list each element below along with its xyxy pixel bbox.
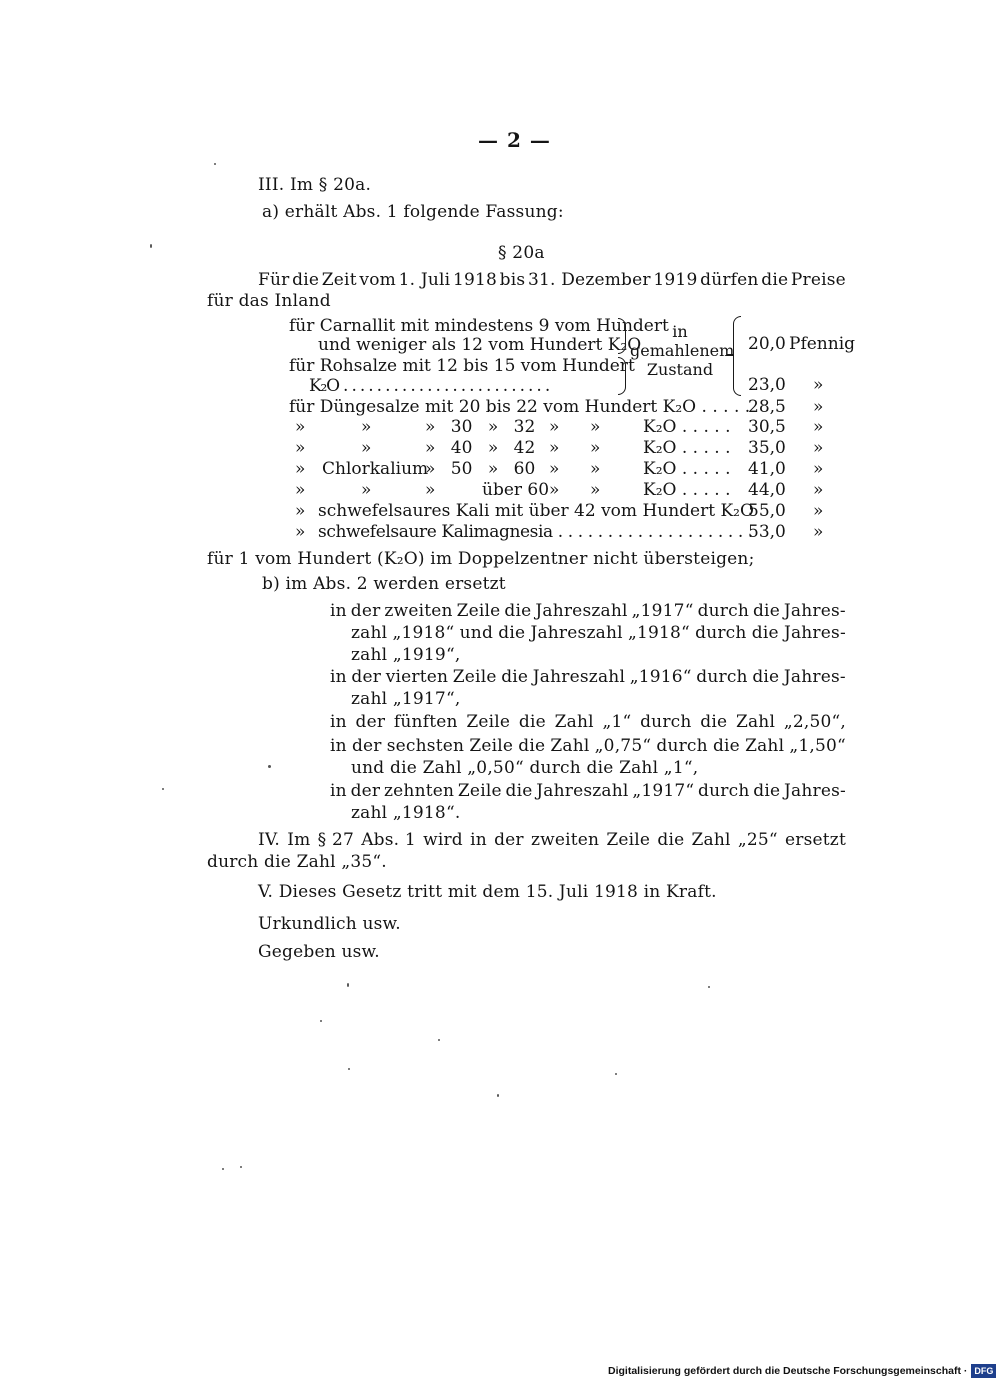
b-line-word: die [505, 781, 533, 801]
price-1: 20,0 [748, 334, 786, 354]
scan-speck [438, 1039, 440, 1041]
intro-word: Für [258, 270, 290, 290]
paragraph-heading: § 20a [498, 243, 545, 263]
b-line-word: die [501, 667, 529, 687]
scan-speck [708, 986, 710, 988]
b-line-word: durch [697, 601, 749, 621]
section-iv-word: der [494, 830, 524, 850]
price-value: 53,0 [748, 522, 786, 542]
ditto-mark: » [361, 438, 372, 458]
b-line-word: durch [696, 667, 748, 687]
scan-speck [615, 1073, 617, 1075]
b-line-word: Jahres- [783, 601, 846, 621]
intro-word: vom [359, 270, 396, 290]
b-line-word: „1“ [602, 712, 632, 732]
section-iv-word: IV. [258, 830, 281, 850]
intro-word: die [292, 270, 320, 290]
b-line-word: Zeile [456, 601, 501, 621]
b-line-word: die [700, 712, 728, 732]
b-line-word: zweiten [384, 601, 453, 621]
section-iv-word: die [657, 830, 685, 850]
b-line-5: zahl „1917“, [351, 689, 461, 709]
ditto-mark: » [813, 480, 824, 500]
digitization-footer [608, 1364, 996, 1378]
price-value: 55,0 [748, 501, 786, 521]
b-line-9 [330, 781, 846, 801]
b-line-word: die [753, 781, 781, 801]
range-text: über 60 [482, 480, 550, 500]
section-iv-word: Abs. 1 [361, 830, 416, 850]
scan-speck [162, 788, 164, 790]
urkundlich-line: Urkundlich usw. [258, 914, 401, 934]
k2o-text: K₂O . . . . . [643, 480, 731, 500]
price-value: 44,0 [748, 480, 786, 500]
b-line-word: durch [695, 623, 747, 643]
k2o-text: K₂O . . . . . [643, 438, 731, 458]
b-line-word: „0,75“ [594, 736, 652, 756]
bracket-label-gemahlenem: gemahlenem [630, 341, 735, 360]
b-line-word: die [752, 667, 780, 687]
unit-pfennig: Pfennig [789, 334, 856, 354]
b-line-word: die [498, 623, 526, 643]
b-line-word: Zeile [466, 712, 511, 732]
b-line-word: durch [640, 712, 692, 732]
b-line-word: „1918“ [627, 623, 690, 643]
scan-speck [320, 1020, 322, 1022]
ditto-mark: » [590, 459, 601, 479]
ditto-mark: » [813, 501, 824, 521]
b-line-word: Jahreszahl [532, 667, 626, 687]
b-line-word: sechsten [386, 736, 465, 756]
ditto-2: » [813, 375, 824, 395]
b-line-word: Zahl [554, 712, 594, 732]
b-line-word: die [712, 736, 740, 756]
ditto-mark: » [295, 480, 306, 500]
k2o-text: K₂O . . . . . [643, 459, 731, 479]
ditto-mark: » [590, 438, 601, 458]
ditto-mark: » [590, 480, 601, 500]
k2o-text: K₂O . . . . . [643, 417, 731, 437]
ditto-mark: » [295, 501, 306, 521]
price-value: 30,5 [748, 417, 786, 437]
bracket-label [630, 322, 735, 379]
price-value: 41,0 [748, 459, 786, 479]
scan-speck [240, 1166, 242, 1168]
ditto-mark: » [813, 438, 824, 458]
range-text: » 40 » 42 [425, 438, 536, 458]
b-line-8: und die Zahl „0,50“ durch die Zahl „1“, [351, 758, 699, 778]
footer-text: Digitalisierung gefördert durch die Deutsche Forschungsgemeinschaft · [608, 1365, 968, 1377]
table-row-carnallit-1 [289, 316, 669, 336]
table-row-rohsalze-2: K₂O . . . . . . . . . . . . . . . . . . . . . . . . . [309, 376, 550, 396]
intro-word: 1918 [452, 270, 498, 290]
section-iv-word: wird [423, 830, 463, 850]
ditto-mark: » [813, 459, 824, 479]
b-line-word: in [330, 781, 347, 801]
ditto-mark: » [813, 522, 824, 542]
b-line-word: vierten [385, 667, 449, 687]
b-line-word: die [518, 712, 546, 732]
b-line-word: der [351, 667, 382, 687]
b-line-word: der [355, 712, 386, 732]
chlorkalium-text: Chlorkalium [322, 459, 429, 479]
b-line-word: durch [656, 736, 708, 756]
intro-word: Preise [790, 270, 846, 290]
section-iv-word: „25“ [737, 830, 778, 850]
b-line-7 [330, 736, 846, 756]
b-line-word: Jahreszahl [536, 781, 629, 801]
b-line-word: in [330, 667, 347, 687]
b-line-word: Jahres- [784, 781, 846, 801]
b-line-word: Jahres- [783, 623, 846, 643]
b-line-10: zahl „1918“. [351, 803, 461, 823]
b-line-word: der [350, 601, 381, 621]
ditto-mark: » [295, 459, 306, 479]
b-line-word: Jahreszahl [535, 601, 628, 621]
b-line-word: „1916“ [629, 667, 692, 687]
scan-speck [214, 163, 216, 165]
b-line-word: Zeile [469, 736, 514, 756]
ditto-mark: » [361, 417, 372, 437]
schwefelsaures-kali-text: schwefelsaures Kali mit über 42 vom Hundert K₂O [318, 501, 754, 521]
table-row-rohsalze-1: für Rohsalze mit 12 bis 15 vom Hundert [289, 356, 635, 376]
intro-word: bis [499, 270, 526, 290]
b-line-word: zahl [351, 623, 388, 643]
scan-speck [150, 244, 152, 248]
b-line-word: „1917“ [631, 601, 694, 621]
section-iv-word: § 27 [317, 830, 354, 850]
ditto-mark: » [361, 480, 372, 500]
section-iv-word: in [470, 830, 487, 850]
ditto-mark: » [590, 417, 601, 437]
b-line-word: Zahl [550, 736, 590, 756]
b-line-word: Jahres- [783, 667, 846, 687]
closing-line: für 1 vom Hundert (K₂O) im Doppelzentner nicht übersteigen; [207, 549, 755, 569]
b-line-word: fünften [393, 712, 458, 732]
item-a: a) erhält Abs. 1 folgende Fassung: [262, 202, 564, 222]
right-brace-carnallit [618, 318, 626, 354]
bracket-label-in: in [672, 322, 688, 341]
intro-word: die [761, 270, 789, 290]
intro-word: 1. Juli [398, 270, 451, 290]
ditto-mark: » [813, 417, 824, 437]
page-number: — 2 — [478, 128, 551, 152]
scan-speck [222, 1168, 224, 1170]
b-line-word: „1,50“ [789, 736, 846, 756]
intro-word: dürfen [700, 270, 759, 290]
section-iv-word: zweiten [530, 830, 600, 850]
ditto-mark: » [295, 417, 306, 437]
table-row-duengesalze: für Düngesalze mit 20 bis 22 vom Hundert K₂O . . . . . [289, 397, 751, 417]
ditto-mark: » [425, 480, 436, 500]
intro-word: 31. Dezember [527, 270, 651, 290]
section-iv-word: Zahl [691, 830, 731, 850]
kalimagnesia-text: schwefelsaure Kalimagnesia . . . . . . . . . . . . . . . . . . . . [318, 522, 753, 542]
dfg-logo: DFG [971, 1364, 996, 1378]
range-text: » 50 » 60 [425, 459, 536, 479]
b-line-2 [351, 623, 846, 643]
ditto-mark: » [295, 438, 306, 458]
ditto-3: » [813, 397, 824, 417]
item-b: b) im Abs. 2 werden ersetzt [262, 574, 506, 594]
section-iv-line-1 [258, 830, 846, 850]
b-line-1 [330, 601, 846, 621]
ditto-mark: » [549, 417, 560, 437]
b-line-word: Zahl [745, 736, 785, 756]
section-iv-word: ersetzt [785, 830, 846, 850]
b-line-word: durch [698, 781, 750, 801]
b-line-word: in [330, 736, 347, 756]
ditto-mark: » [295, 522, 306, 542]
b-line-word: „1917“ [632, 781, 695, 801]
carnallit-text: für Carnallit mit mindestens 9 vom Hundert [289, 316, 669, 336]
intro-word: Zeit [321, 270, 357, 290]
scan-speck [348, 1068, 350, 1070]
b-line-word: der [350, 781, 381, 801]
intro-line-1 [258, 270, 846, 290]
b-line-6 [330, 712, 846, 732]
intro-line-2: für das Inland [207, 291, 331, 311]
range-text: » 30 » 32 [425, 417, 536, 437]
section-iv-line-2: durch die Zahl „35“. [207, 852, 387, 872]
section-v: V. Dieses Gesetz tritt mit dem 15. Juli 1918 in Kraft. [258, 882, 717, 902]
b-line-word: und [459, 623, 494, 643]
b-line-word: zehnten [384, 781, 455, 801]
ditto-mark: » [549, 480, 560, 500]
bracket-label-zustand: Zustand [646, 360, 714, 379]
section-iv-word: Im [287, 830, 311, 850]
table-row-carnallit-2: und weniger als 12 vom Hundert K₂O [318, 335, 642, 355]
b-line-word: „2,50“, [783, 712, 846, 732]
price-3: 28,5 [748, 397, 786, 417]
left-brace-prices [733, 316, 741, 396]
gegeben-line: Gegeben usw. [258, 942, 380, 962]
b-line-word: in [330, 712, 347, 732]
b-line-word: Jahreszahl [530, 623, 623, 643]
b-line-word: die [504, 601, 532, 621]
intro-word: 1919 [653, 270, 698, 290]
scan-speck [497, 1094, 499, 1097]
section-iii-heading: III. Im § 20a. [258, 175, 372, 195]
ditto-mark: » [549, 438, 560, 458]
b-line-word: Zeile [457, 781, 502, 801]
b-line-word: die [752, 601, 780, 621]
scan-speck [268, 765, 271, 768]
price-value: 35,0 [748, 438, 786, 458]
section-iv-word: Zeile [606, 830, 651, 850]
scan-speck [347, 983, 349, 987]
b-line-word: die [518, 736, 546, 756]
b-line-word: Zahl [735, 712, 776, 732]
b-line-word: Zeile [452, 667, 497, 687]
b-line-word: „1918“ [392, 623, 455, 643]
ditto-mark: » [549, 459, 560, 479]
b-line-word: in [330, 601, 347, 621]
b-line-4 [330, 667, 846, 687]
b-line-3: zahl „1919“, [351, 645, 461, 665]
b-line-word: die [751, 623, 779, 643]
price-2: 23,0 [748, 375, 786, 395]
b-line-word: der [351, 736, 382, 756]
right-brace-rohsalze [618, 357, 626, 395]
